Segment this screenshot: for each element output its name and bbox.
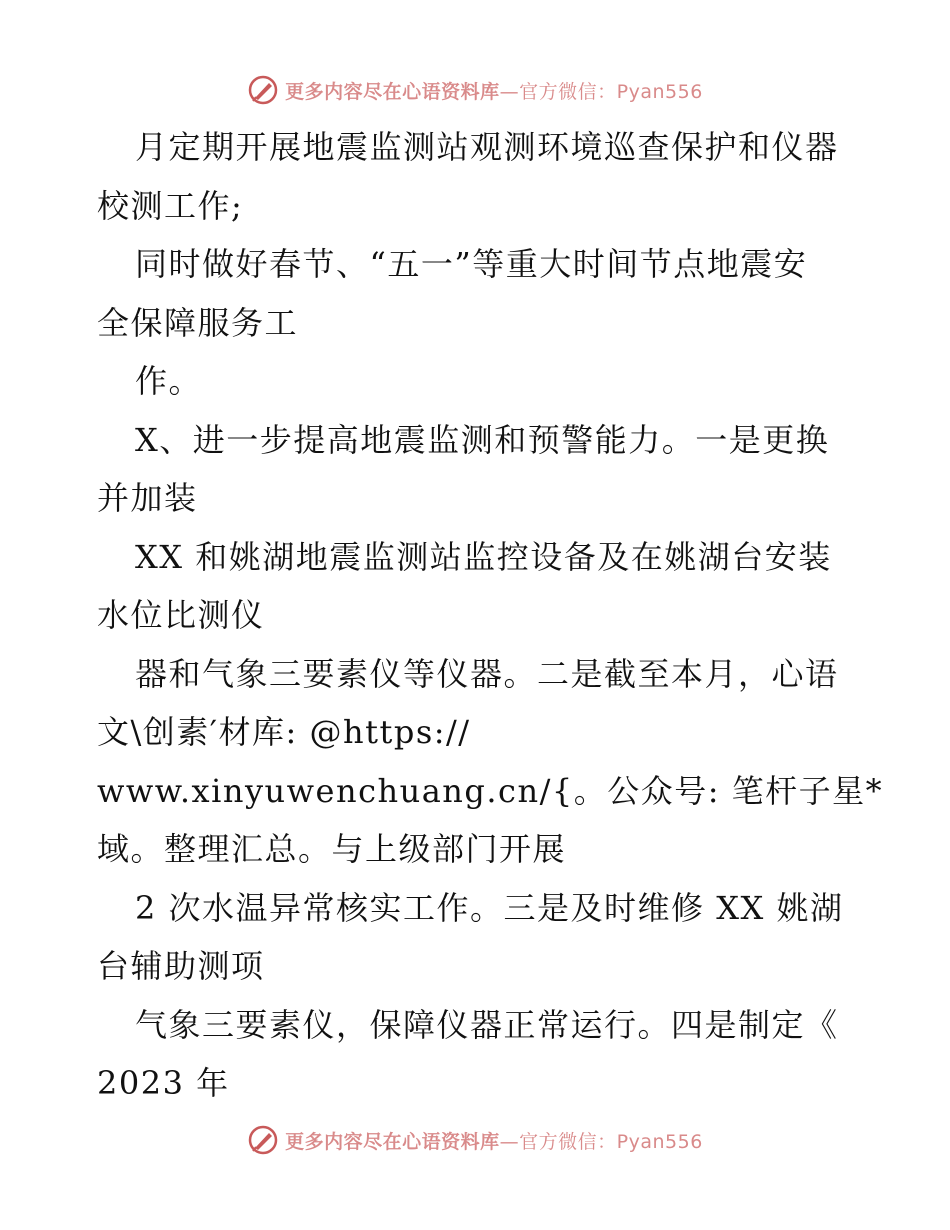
quill-logo-icon [247, 1124, 279, 1156]
text-line: 文\创素′材库: @https:// [97, 713, 471, 751]
text-line: 气象三要素仪，保障仪器正常运行。四是制定《 [135, 1006, 839, 1044]
watermark-text: 更多内容尽在心语资料库—官方微信：Pyan556 [285, 1130, 703, 1153]
text-line: 并加装 [97, 479, 198, 517]
text-line: 器和气象三要素仪等仪器。二是截至本月，心语 [135, 655, 839, 693]
text-line: 月定期开展地震监测站观测环境巡查保护和仪器 [135, 128, 839, 166]
text-line: www.xinyuwenchuang.cn/{。公众号: 笔杆子星* [97, 772, 884, 810]
header-watermark [0, 70, 950, 110]
quill-logo-icon [247, 74, 279, 106]
text-line: 水位比测仪 [97, 596, 265, 634]
text-line: 台辅助测项 [97, 947, 265, 985]
watermark-text: 更多内容尽在心语资料库—官方微信：Pyan556 [285, 80, 703, 103]
text-line: 校测工作; [97, 187, 244, 225]
text-line: XX 和姚湖地震监测站监控设备及在姚湖台安装 [135, 538, 832, 576]
text-line: 域。整理汇总。与上级部门开展 [97, 830, 567, 868]
text-line: 2 次水温异常核实工作。三是及时维修 XX 姚湖 [135, 889, 844, 927]
text-line: 2023 年 [97, 1064, 230, 1102]
text-line: X、进一步提高地震监测和预警能力。一是更换 [135, 421, 830, 459]
text-line: 作。 [135, 362, 203, 400]
text-line: 同时做好春节、“五一”等重大时间节点地震安 [135, 245, 808, 283]
footer-watermark [0, 1120, 950, 1160]
text-line: 全保障服务工 [97, 304, 299, 342]
